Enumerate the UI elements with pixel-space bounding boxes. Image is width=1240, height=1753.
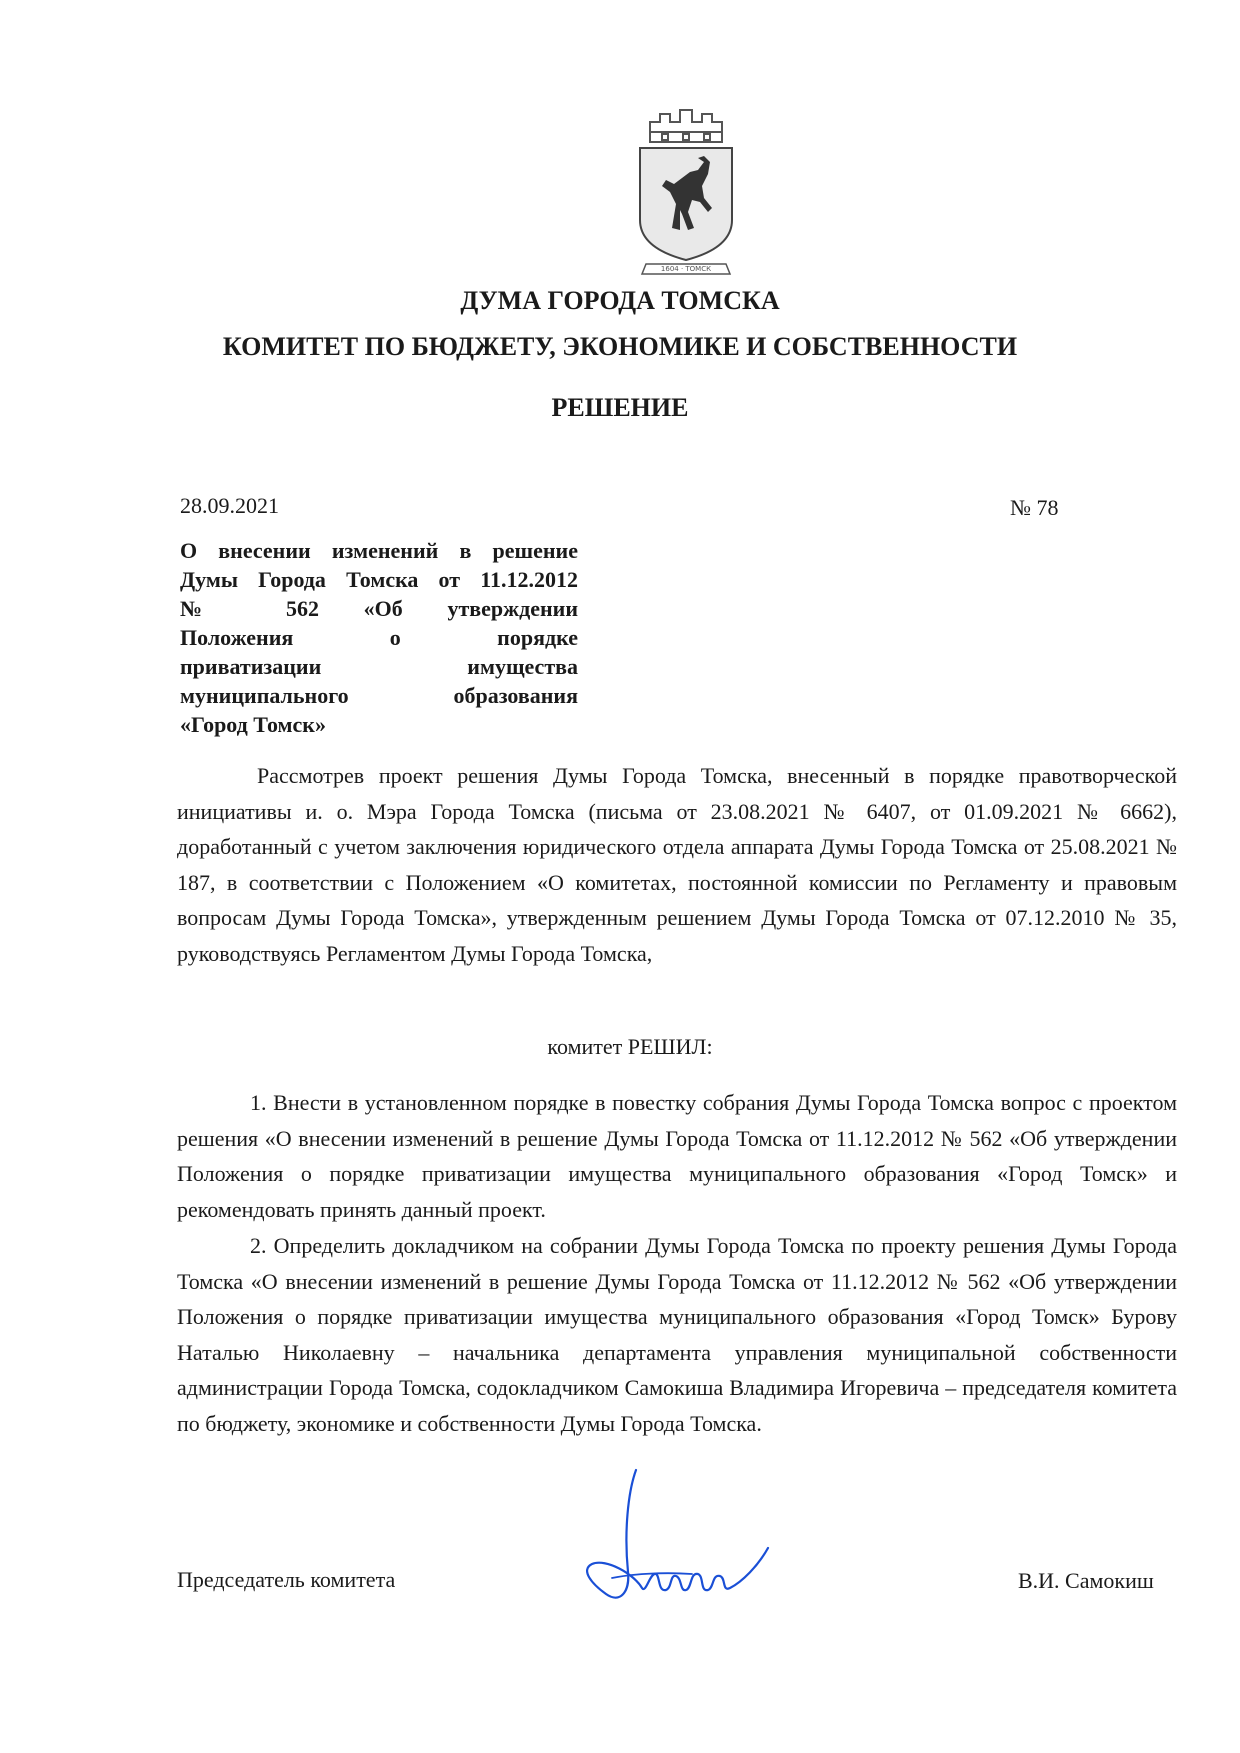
signer-name: В.И. Самокиш bbox=[1018, 1568, 1154, 1593]
document-date: 28.09.2021 bbox=[180, 493, 279, 518]
decision-heading: комитет РЕШИЛ: bbox=[547, 1034, 713, 1059]
preamble-paragraph: Рассмотрев проект решения Думы Города Томска, внесенный в порядке правотворческой инициативы и. о. Мэра Города Томска (письма от 23.08.2021 № 6407, от 01.09.2021 № 6662), доработанный с учетом заключения юридического отдела аппарата Думы Города Томска от 25.08.2021 № 187, в соответствии с Положением «О комитетах, постоянной комиссии по Регламенту и правовым вопросам Думы Города Томска», утвержденным решением Думы Города Томска от 07.12.2010 № 35, руководствуясь Регламентом Думы Города Томска, bbox=[177, 763, 1177, 966]
subject-line: № 562 «Об утверждении bbox=[180, 596, 578, 621]
organization-title: ДУМА ГОРОДА ТОМСКА bbox=[460, 286, 780, 315]
subject-line: Положения о порядке bbox=[180, 625, 578, 650]
document-subject bbox=[180, 536, 578, 739]
subject-line: приватизации имущества bbox=[180, 654, 578, 679]
decision-item-1: 1. Внести в установленном порядке в повестку собрания Думы Города Томска вопрос с проектом решения «О внесении изменений в решение Думы Города Томска от 11.12.2012 № 562 «Об утверждении Положения о порядке приватизации имущества муниципального образования «Город Томск» и рекомендовать принять данный проект. bbox=[177, 1090, 1177, 1222]
signer-title: Председатель комитета bbox=[177, 1567, 396, 1592]
subject-line: Думы Города Томска от 11.12.2012 bbox=[180, 567, 578, 592]
handwritten-signature bbox=[572, 1462, 792, 1612]
committee-title: КОМИТЕТ ПО БЮДЖЕТУ, ЭКОНОМИКЕ И СОБСТВЕННОСТИ bbox=[222, 332, 1018, 361]
document-number: № 78 bbox=[1010, 495, 1059, 520]
emblem-motto: 1604 · ТОМСК bbox=[660, 265, 712, 273]
subject-line: О внесении изменений в решение bbox=[180, 538, 578, 563]
coat-of-arms-emblem bbox=[632, 100, 740, 278]
subject-line: «Город Томск» bbox=[180, 712, 326, 737]
subject-line: муниципального образования bbox=[180, 683, 578, 708]
decision-item-2: 2. Определить докладчиком на собрании Думы Города Томска по проекту решения Думы Города Томска «О внесении изменений в решение Думы Города Томска от 11.12.2012 № 562 «Об утверждении Положения о порядке приватизации имущества муниципального образования «Город Томск» Бурову Наталью Николаевну – начальника департамента управления муниципальной собственности администрации Города Томска, содокладчиком Самокиша Владимира Игоревича – председателя комитета по бюджету, экономике и собственности Думы Города Томска. bbox=[177, 1233, 1177, 1436]
document-type-title: РЕШЕНИЕ bbox=[551, 393, 689, 422]
